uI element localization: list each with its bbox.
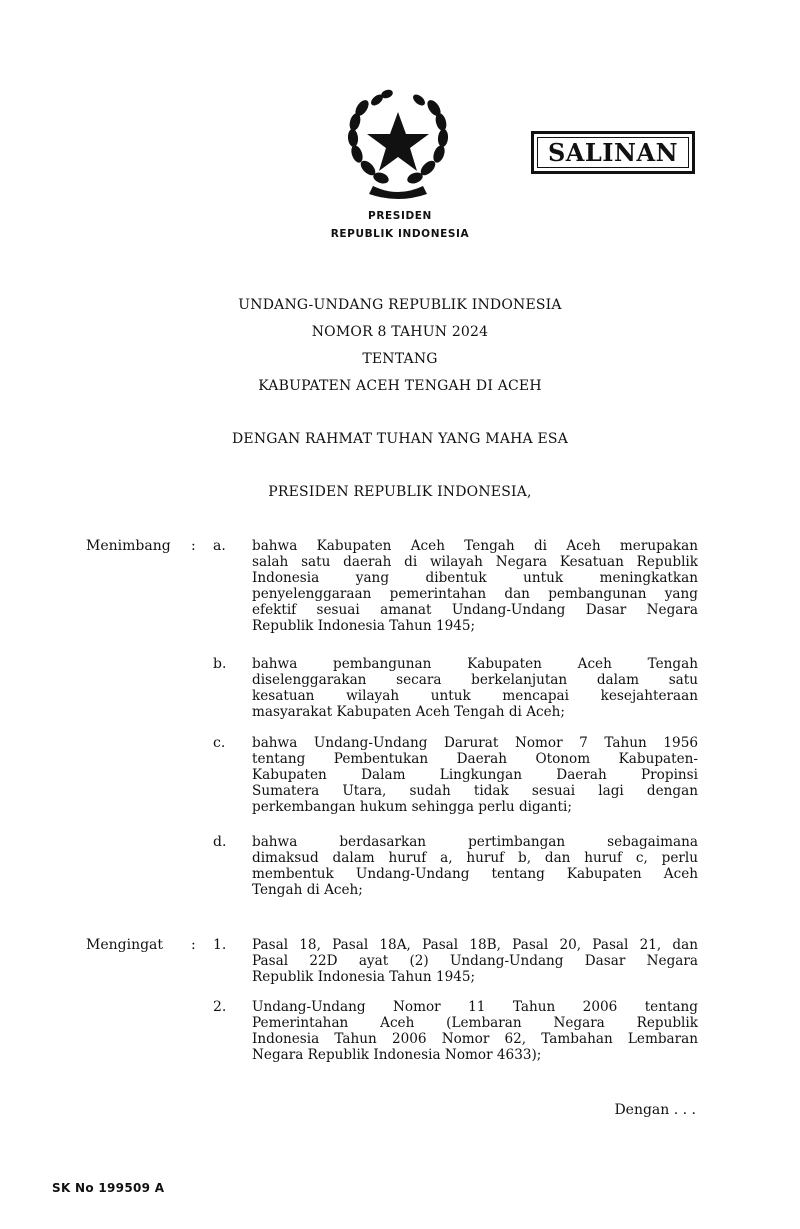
office-line-president: PRESIDEN (368, 210, 432, 222)
menimbang-item-b (252, 656, 698, 720)
law-title-line1: UNDANG-UNDANG REPUBLIK INDONESIA (238, 297, 562, 313)
law-title-line2: NOMOR 8 TAHUN 2024 (311, 324, 489, 340)
mengingat-item-2 (252, 999, 698, 1063)
menimbang-colon: : (191, 538, 196, 554)
text-line: salah satu daerah di wilayah Negara Kesatuan Republik (252, 554, 698, 570)
blessing-line: DENGAN RAHMAT TUHAN YANG MAHA ESA (231, 431, 569, 447)
text-line: bahwa pembangunan Kabupaten Aceh Tengah (252, 656, 698, 672)
menimbang-item-a (252, 538, 698, 634)
text-line: Indonesia Tahun 2006 Nomor 62, Tambahan Lembaran (252, 1031, 698, 1047)
menimbang-item-c (252, 735, 698, 815)
menimbang-label: Menimbang (86, 538, 171, 554)
text-line: Republik Indonesia Tahun 1945; (252, 618, 476, 634)
law-title-line3: TENTANG (362, 351, 438, 367)
item-marker: 2. (213, 999, 227, 1015)
text-line: Sumatera Utara, sudah tidak sesuai lagi dengan (252, 783, 698, 799)
text-line: Republik Indonesia Tahun 1945; (252, 969, 476, 985)
text-line: bahwa Kabupaten Aceh Tengah di Aceh merupakan (252, 538, 698, 554)
text-line: Undang-Undang Nomor 11 Tahun 2006 tentang (252, 999, 698, 1015)
text-line: Tengah di Aceh; (252, 882, 363, 898)
president-line: PRESIDEN REPUBLIK INDONESIA, (268, 484, 532, 500)
text-line: Pasal 22D ayat (2) Undang-Undang Dasar Negara (252, 953, 698, 969)
law-title-line4: KABUPATEN ACEH TENGAH DI ACEH (258, 378, 542, 394)
text-line: bahwa Undang-Undang Darurat Nomor 7 Tahun 1956 (252, 735, 698, 751)
text-line: membentuk Undang-Undang tentang Kabupaten Aceh (252, 866, 698, 882)
item-marker: 1. (213, 937, 227, 953)
mengingat-colon: : (191, 937, 196, 953)
item-marker: c. (213, 735, 226, 751)
salinan-stamp (531, 131, 695, 174)
text-line: efektif sesuai amanat Undang-Undang Dasar Negara (252, 602, 698, 618)
item-marker: b. (213, 656, 227, 672)
text-line: masyarakat Kabupaten Aceh Tengah di Aceh; (252, 704, 566, 720)
item-marker: a. (213, 538, 226, 554)
mengingat-label: Mengingat (86, 937, 164, 953)
mengingat-item-1 (252, 937, 698, 985)
text-line: Pemerintahan Aceh (Lembaran Negara Republik (252, 1015, 698, 1031)
menimbang-item-d (252, 834, 698, 898)
text-line: bahwa berdasarkan pertimbangan sebagaimana (252, 834, 698, 850)
text-line: Indonesia yang dibentuk untuk meningkatkan (252, 570, 698, 586)
text-line: Negara Republik Indonesia Nomor 4633); (252, 1047, 542, 1063)
continued-marker: Dengan . . . (614, 1102, 696, 1118)
office-line-republic: REPUBLIK INDONESIA (330, 228, 470, 240)
text-line: Kabupaten Dalam Lingkungan Daerah Propinsi (252, 767, 698, 783)
item-marker: d. (213, 834, 227, 850)
text-line: perkembangan hukum sehingga perlu diganti; (252, 799, 572, 815)
text-line: Pasal 18, Pasal 18A, Pasal 18B, Pasal 20, Pasal 21, dan (252, 937, 698, 953)
presidential-emblem-icon (343, 86, 453, 202)
text-line: diselenggarakan secara berkelanjutan dalam satu (252, 672, 698, 688)
text-line: tentang Pembentukan Daerah Otonom Kabupaten- (252, 751, 698, 767)
text-line: kesatuan wilayah untuk mencapai kesejahteraan (252, 688, 698, 704)
stamp-label: SALINAN (537, 137, 689, 168)
text-line: dimaksud dalam huruf a, huruf b, dan huruf c, perlu (252, 850, 698, 866)
sk-number: SK No 199509 A (52, 1181, 165, 1195)
text-line: penyelenggaraan pemerintahan dan pembangunan yang (252, 586, 698, 602)
